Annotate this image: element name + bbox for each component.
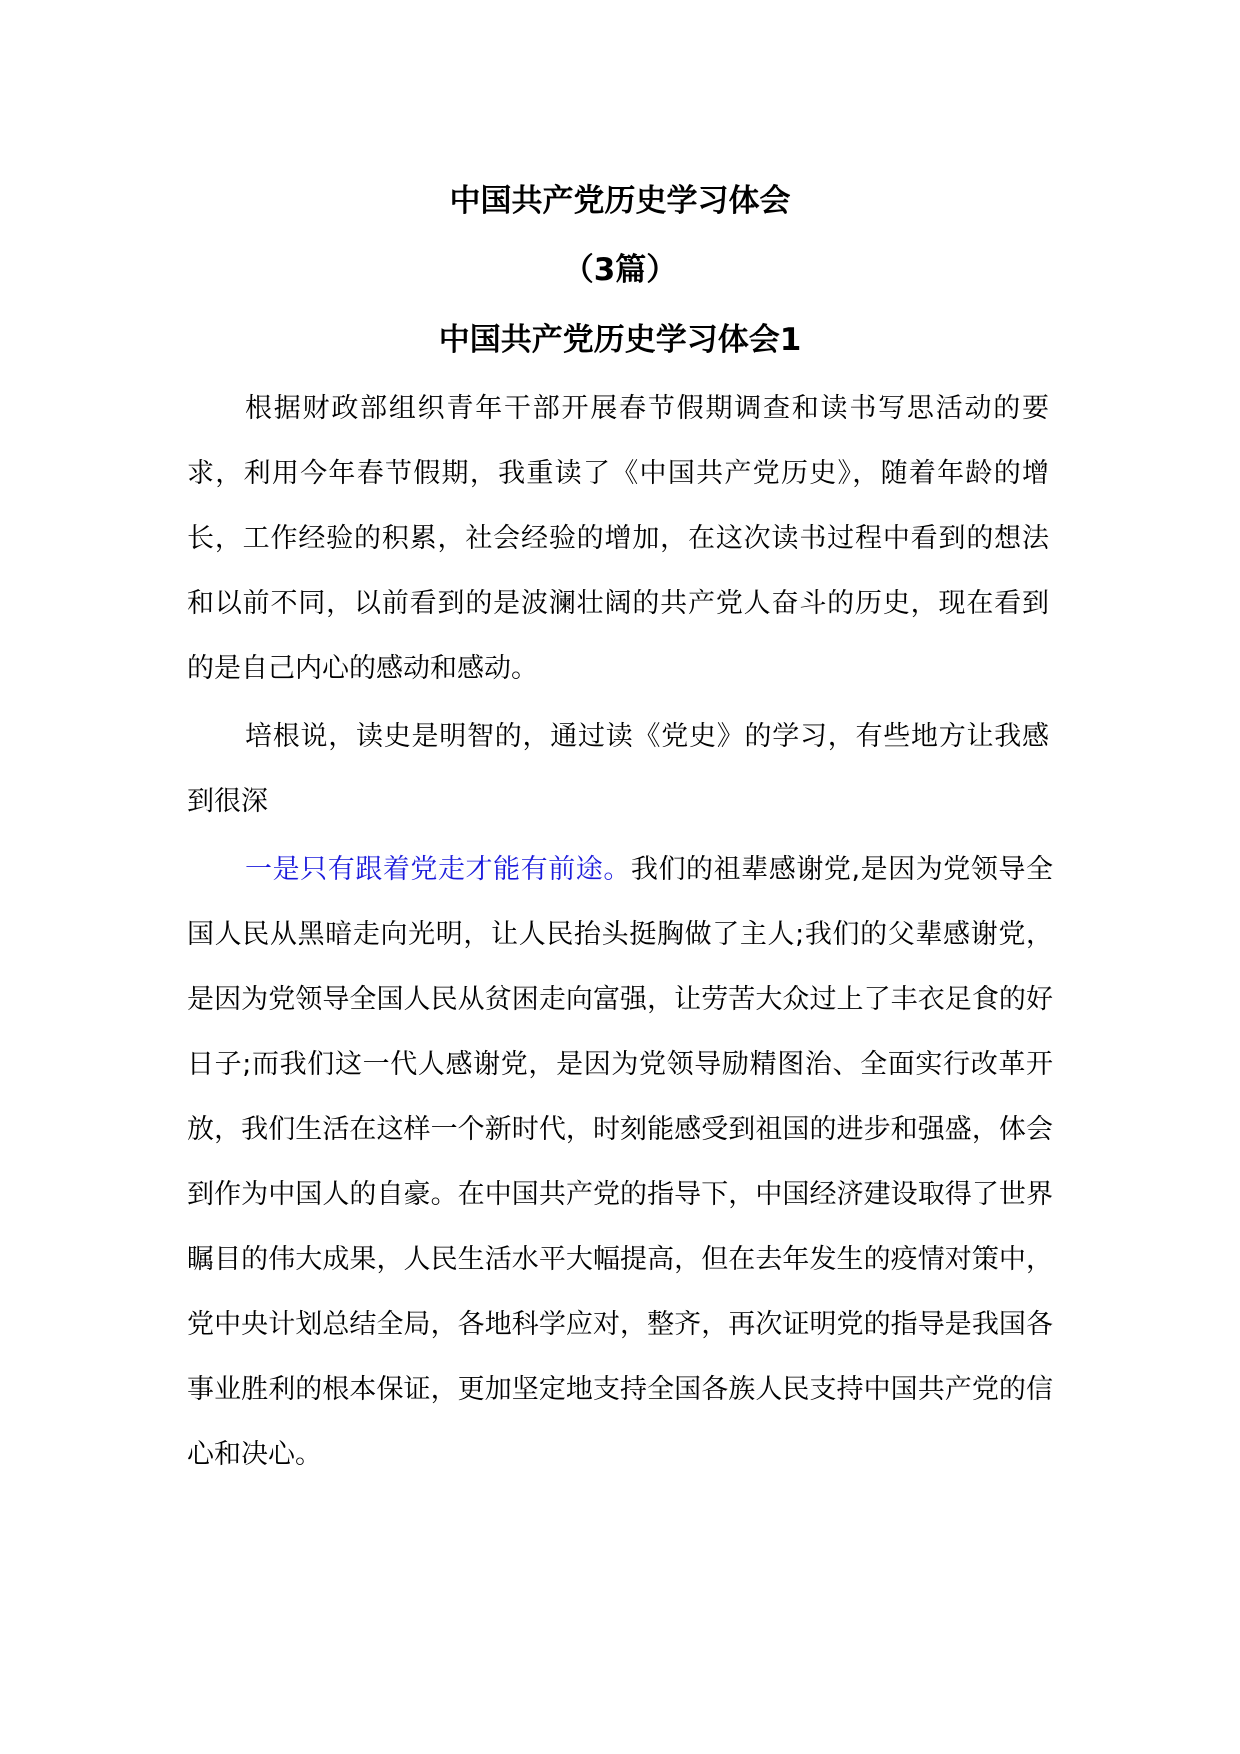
body-paragraph-3 bbox=[187, 837, 1053, 1487]
highlighted-lead-sentence: 一是只有跟着党走才能有前途。 bbox=[245, 854, 631, 885]
section-heading: 中国共产党历史学习体会1 bbox=[438, 322, 802, 358]
document-title: 中国共产党历史学习体会 bbox=[449, 183, 791, 219]
body-paragraph-2: 培根说，读史是明智的，通过读《党史》的学习，有些地方让我感到很深 bbox=[187, 721, 1049, 817]
document-subtitle: （3篇） bbox=[562, 252, 678, 288]
body-paragraph-1: 根据财政部组织青年干部开展春节假期调查和读书写思活动的要求，利用今年春节假期，我重读了《中国共产党历史》，随着年龄的增长，工作经验的积累，社会经验的增加，在这次读书过程中看到的想法和以前不同，以前看到的是波澜壮阔的共产党人奋斗的历史，现在看到的是自己内心的感动和感动。 bbox=[187, 393, 1049, 684]
paragraph-3-text: 我们的祖辈感谢党,是因为党领导全国人民从黑暗走向光明，让人民抬头挺胸做了主人;我们的父辈感谢党，是因为党领导全国人民从贫困走向富强，让劳苦大众过上了丰衣足食的好日子;而我们这一代人感谢党，是因为党领导励精图治、全面实行改革开放，我们生活在这样一个新时代，时刻能感受到祖国的进步和强盛，体会到作为中国人的自豪。在中国共产党的指导下，中国经济建设取得了世界瞩目的伟大成果，人民生活水平大幅提高，但在去年发生的疫情对策中，党中央计划总结全局，各地科学应对，整齐，再次证明党的指导是我国各事业胜利的根本保证，更加坚定地支持全国各族人民支持中国共产党的信心和决心。 bbox=[187, 854, 1053, 1470]
